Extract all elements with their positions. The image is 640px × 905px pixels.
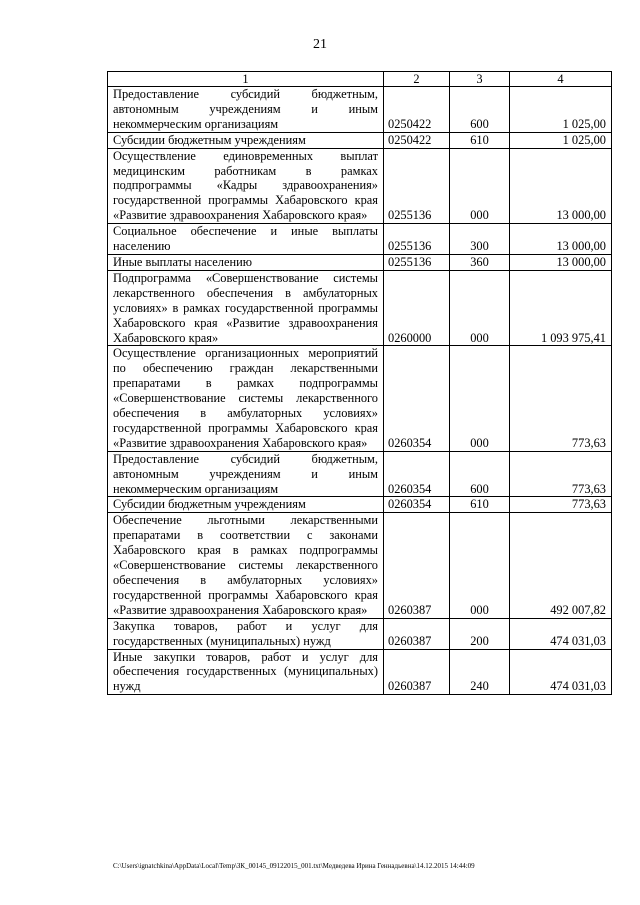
table-row [108, 87, 612, 133]
column-header-3: 3 [450, 72, 510, 87]
row-name: Иные выплаты населению [108, 254, 384, 270]
page-number: 21 [313, 37, 327, 52]
row-name: Предоставление субсидий бюджетным, автономным учреждениям и иным некоммерческим организациям [108, 87, 384, 133]
table-row [108, 224, 612, 255]
table-row [108, 346, 612, 451]
table-row [108, 497, 612, 513]
row-amount: 773,63 [510, 497, 612, 513]
row-name: Закупка товаров, работ и услуг для государственных (муниципальных) нужд [108, 618, 384, 649]
table-row [108, 618, 612, 649]
row-amount: 1 093 975,41 [510, 270, 612, 346]
table-row [108, 649, 612, 695]
table-row [108, 148, 612, 224]
row-code: 0260387 [384, 649, 450, 695]
row-amount: 773,63 [510, 346, 612, 451]
row-name: Иные закупки товаров, работ и услуг для обеспечения государственных (муниципальных) нужд [108, 649, 384, 695]
row-name: Осуществление организационных мероприятий по обеспечению граждан лекарственными препаратами в рамках подпрограммы «Совершенствование системы лекарственного обеспечения в амбулаторных условиях» государственной программы Хабаровского края «Развитие здравоохранения Хабаровского края» [108, 346, 384, 451]
row-code: 0255136 [384, 224, 450, 255]
row-code: 0260354 [384, 497, 450, 513]
row-type: 600 [450, 451, 510, 497]
row-type: 360 [450, 254, 510, 270]
column-header-1: 1 [108, 72, 384, 87]
row-name: Подпрограмма «Совершенствование системы лекарственного обеспечения в амбулаторных условиях» в рамках государственной программы Хабаровского края «Развитие здравоохранения Хабаровского края» [108, 270, 384, 346]
budget-table [107, 71, 612, 695]
table-header-row [108, 72, 612, 87]
row-code: 0255136 [384, 254, 450, 270]
row-type: 000 [450, 270, 510, 346]
table-row [108, 254, 612, 270]
row-amount: 13 000,00 [510, 148, 612, 224]
row-amount: 13 000,00 [510, 254, 612, 270]
table-row [108, 513, 612, 618]
row-amount: 1 025,00 [510, 132, 612, 148]
row-amount: 1 025,00 [510, 87, 612, 133]
row-type: 610 [450, 132, 510, 148]
row-code: 0250422 [384, 87, 450, 133]
row-amount: 474 031,03 [510, 618, 612, 649]
table-row [108, 451, 612, 497]
row-type: 610 [450, 497, 510, 513]
row-code: 0260354 [384, 346, 450, 451]
row-name: Обеспечение льготными лекарственными препаратами в соответствии с законами Хабаровского края в рамках подпрограммы «Совершенствование системы лекарственного обеспечения в амбулаторных условиях» государственной программы Хабаровского края «Развитие здравоохранения Хабаровского края» [108, 513, 384, 618]
file-path-footer: C:\Users\ignatchkina\AppData\Local\Temp\ЗК_00145_09122015_001.txt\Медведева Ирина Геннадьевна\14.12.2015 14:44:09 [113, 862, 475, 870]
row-type: 000 [450, 148, 510, 224]
row-name: Субсидии бюджетным учреждениям [108, 497, 384, 513]
row-type: 200 [450, 618, 510, 649]
table-row [108, 270, 612, 346]
row-amount: 13 000,00 [510, 224, 612, 255]
row-name: Субсидии бюджетным учреждениям [108, 132, 384, 148]
row-amount: 492 007,82 [510, 513, 612, 618]
table-row [108, 132, 612, 148]
row-type: 600 [450, 87, 510, 133]
row-type: 240 [450, 649, 510, 695]
row-code: 0255136 [384, 148, 450, 224]
row-code: 0250422 [384, 132, 450, 148]
column-header-4: 4 [510, 72, 612, 87]
row-name: Социальное обеспечение и иные выплаты населению [108, 224, 384, 255]
row-amount: 773,63 [510, 451, 612, 497]
row-amount: 474 031,03 [510, 649, 612, 695]
row-type: 300 [450, 224, 510, 255]
row-type: 000 [450, 346, 510, 451]
row-code: 0260387 [384, 513, 450, 618]
row-code: 0260387 [384, 618, 450, 649]
row-code: 0260000 [384, 270, 450, 346]
row-code: 0260354 [384, 451, 450, 497]
row-name: Осуществление единовременных выплат медицинским работникам в рамках подпрограммы «Кадры здравоохранения» государственной программы Хабаровского края «Развитие здравоохранения Хабаровского края» [108, 148, 384, 224]
row-name: Предоставление субсидий бюджетным, автономным учреждениям и иным некоммерческим организациям [108, 451, 384, 497]
row-type: 000 [450, 513, 510, 618]
column-header-2: 2 [384, 72, 450, 87]
